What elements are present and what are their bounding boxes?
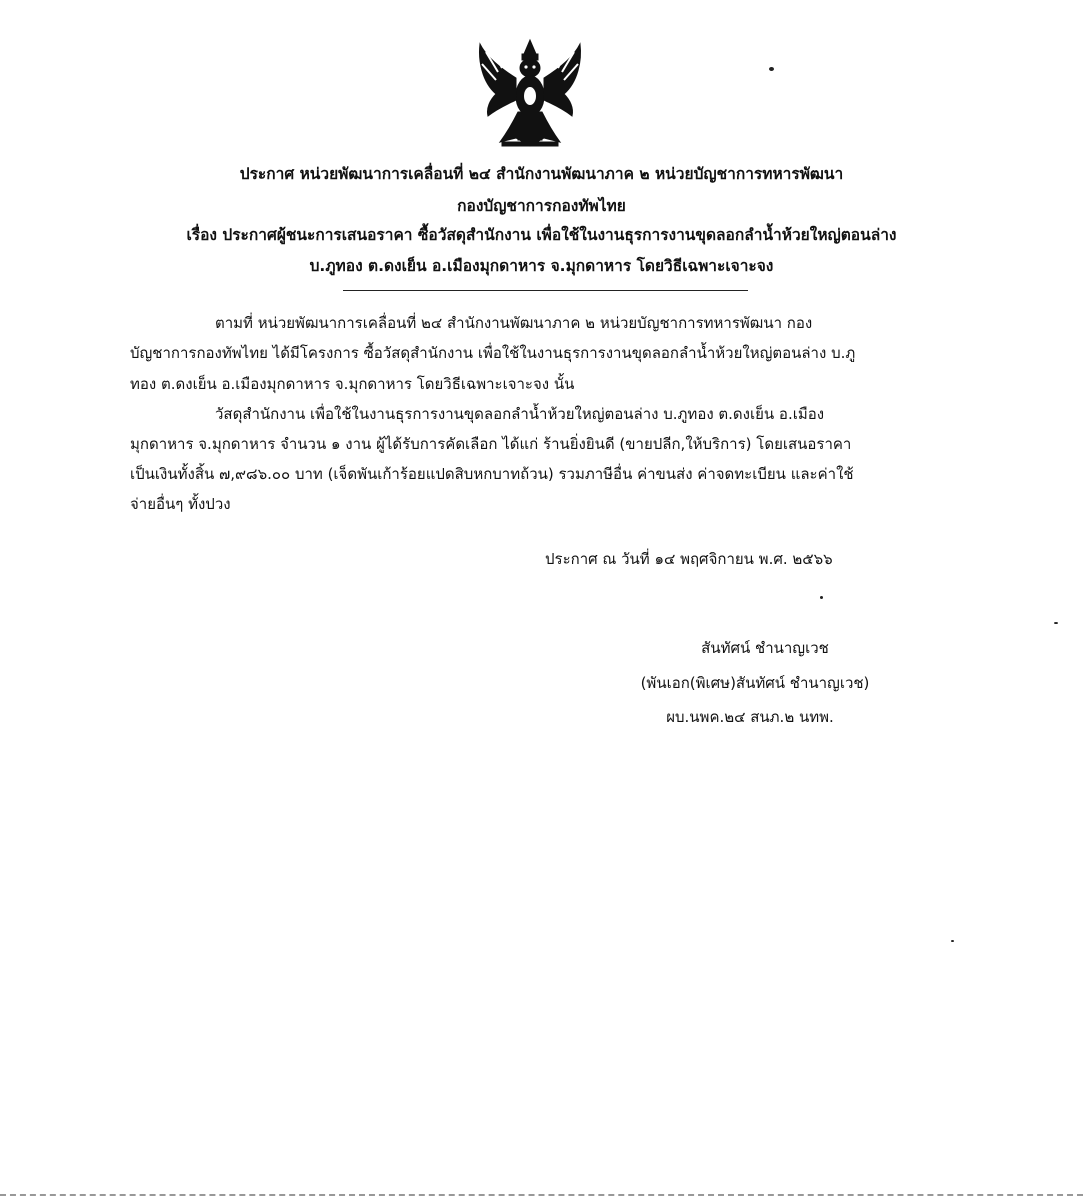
announcement-organization: กองบัญชาการกองทัพไทย [457,197,626,215]
body-paragraph-2-line-1: วัสดุสำนักงาน เพื่อใช้ในงานธุรการงานขุดลอกลำน้ำห้วยใหญ่ตอนล่าง บ.ภูทอง ต.ดงเย็น อ.เมือง [215,405,825,423]
announcement-date: ประกาศ ณ วันที่ ๑๔ พฤศจิกายน พ.ศ. ๒๕๖๖ [545,550,833,568]
body-paragraph-2-line-2: มุกดาหาร จ.มุกดาหาร จำนวน ๑ งาน ผู้ได้รับการคัดเลือก ได้แก่ ร้านยิ่งยินดี (ขายปลีก,ให้บริการ) โดยเสนอราคา [130,435,852,453]
signatory-position: ผบ.นพค.๒๔ สนภ.๒ นทพ. [666,708,834,726]
body-paragraph-1-line-1: ตามที่ หน่วยพัฒนาการเคลื่อนที่ ๒๔ สำนักงานพัฒนาภาค ๒ หน่วยบัญชาการทหารพัฒนา กอง [215,314,813,332]
scan-speck [820,596,823,599]
signatory-full-name: (พันเอก(พิเศษ)สันทัศน์ ชำนาญเวช) [640,674,870,692]
body-paragraph-2-line-3: เป็นเงินทั้งสิ้น ๗,๙๘๖.๐๐ บาท (เจ็ดพันเก้าร้อยแปดสิบหกบาทถ้วน) รวมภาษีอื่น ค่าขนส่ง ค่าจดทะเบียน และค่าใช้ [130,465,854,483]
scan-speck [951,940,954,942]
body-paragraph-1-line-2: บัญชาการกองทัพไทย ได้มีโครงการ ซื้อวัสดุสำนักงาน เพื่อใช้ในงานธุรการงานขุดลอกลำน้ำห้วยใหญ่ตอนล่าง บ.ภู [130,344,856,362]
scan-speck [769,67,774,71]
signatory-signature: สันทัศน์ ชำนาญเวช [701,639,829,657]
body-paragraph-2-line-4: จ่ายอื่นๆ ทั้งปวง [130,495,231,513]
announcement-subject-continued: บ.ภูทอง ต.ดงเย็น อ.เมืองมุกดาหาร จ.มุกดาหาร โดยวิธีเฉพาะเจาะจง [309,257,774,275]
announcement-title: ประกาศ หน่วยพัฒนาการเคลื่อนที่ ๒๔ สำนักงานพัฒนาภาค ๒ หน่วยบัญชาการทหารพัฒนา [239,165,844,183]
body-paragraph-1-line-3: ทอง ต.ดงเย็น อ.เมืองมุกดาหาร จ.มุกดาหาร โดยวิธีเฉพาะเจาะจง นั้น [130,375,575,393]
garuda-emblem-icon [472,38,588,150]
scan-edge-noise [0,1194,1083,1196]
announcement-subject: เรื่อง ประกาศผู้ชนะการเสนอราคา ซื้อวัสดุสำนักงาน เพื่อใช้ในงานธุรการงานขุดลอกลำน้ำห้วยใหญ่ตอนล่าง [186,226,897,244]
title-divider [343,290,748,291]
scan-speck [1054,622,1058,624]
